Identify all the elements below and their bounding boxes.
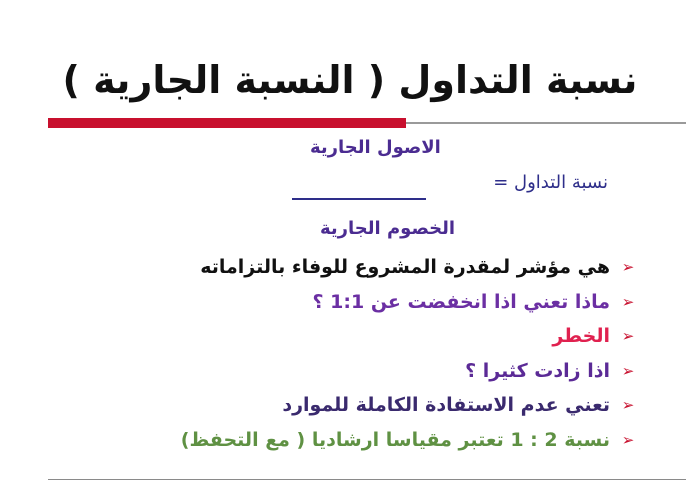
bullet-text: ماذا تعني اذا انخفضت عن 1:1 ؟ (312, 290, 610, 313)
formula-label: نسبة التداول = (493, 172, 608, 193)
arrow-bullet-icon: ➢ (621, 258, 635, 277)
arrow-bullet-icon: ➢ (621, 327, 635, 346)
arrow-bullet-icon: ➢ (621, 396, 635, 415)
bullet-text: الخطر (552, 325, 610, 348)
slide-title: نسبة التداول ( النسبة الجارية ) (62, 58, 638, 102)
bullet-item (160, 250, 640, 285)
formula-denominator: الخصوم الجارية (320, 218, 456, 239)
bullet-text: هي مؤشر لمقدرة المشروع للوفاء بالتزاماته (200, 256, 610, 279)
bullet-text: تعني عدم الاستفادة الكاملة للموارد (282, 394, 610, 417)
bullet-item (160, 285, 640, 320)
formula-numerator: الاصول الجارية (310, 137, 441, 158)
footer-rule (48, 479, 686, 480)
bullet-item (160, 388, 640, 423)
bullet-item (160, 423, 640, 458)
arrow-bullet-icon: ➢ (621, 361, 635, 380)
bullet-text: اذا زادت كثيرا ؟ (465, 359, 610, 382)
arrow-bullet-icon: ➢ (621, 292, 635, 311)
bullet-list (160, 250, 640, 457)
bullet-item (160, 354, 640, 389)
title-accent-bar (48, 118, 406, 128)
bullet-item (160, 319, 640, 354)
fraction-bar (292, 198, 426, 200)
bullet-text: نسبة 2 : 1 تعتبر مقياسا ارشاديا ( مع التحفظ) (180, 428, 610, 451)
arrow-bullet-icon: ➢ (621, 430, 635, 449)
